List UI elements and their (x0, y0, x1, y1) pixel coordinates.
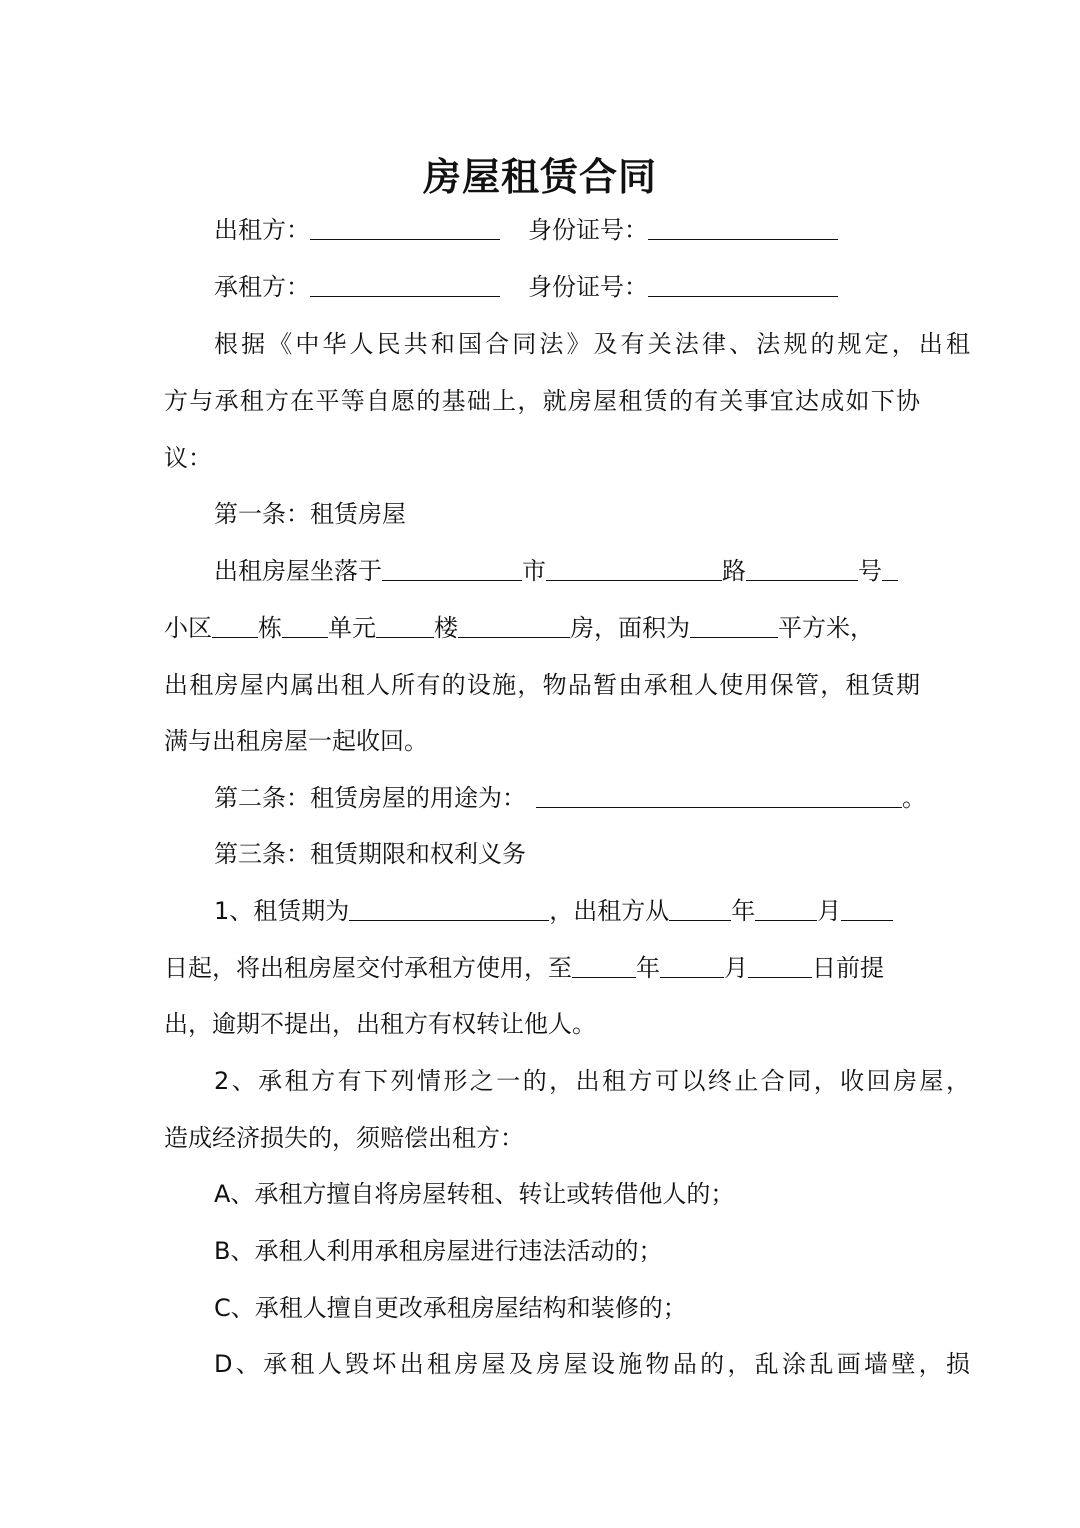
end-year-label: 年 (636, 954, 660, 982)
lease-term-blank[interactable] (349, 894, 549, 921)
item2-line-2: 造成经济损失的，须赔偿出租方： (164, 1124, 524, 1152)
clause-a: A、承租方擅自将房屋转租、转让或转借他人的； (214, 1180, 735, 1208)
city-label: 市 (522, 557, 546, 585)
start-month-blank[interactable] (755, 894, 817, 921)
article2-heading: 第二条：租赁房屋的用途为： (214, 784, 526, 812)
lessor-id-blank[interactable] (648, 213, 838, 240)
clause-d: D、承租人毁坏出租房屋及房屋设施物品的，乱涂乱画墙壁，损 (214, 1350, 970, 1378)
intro-line-2: 方与承租方在平等自愿的基础上，就房屋租赁的有关事宜达成如下协 (164, 387, 920, 415)
end-month-label: 月 (724, 954, 748, 982)
article2-line (164, 780, 970, 816)
lessor-label: 出租方： (214, 216, 310, 244)
item2-line-1: 2、承租方有下列情形之一的，出租方可以终止合同，收回房屋， (214, 1067, 970, 1095)
area-blank[interactable] (690, 611, 778, 638)
end-day-blank[interactable] (748, 951, 812, 978)
number-label: 号 (858, 557, 882, 585)
start-month-label: 月 (817, 897, 842, 925)
item1-from: ，出租方从 (549, 897, 670, 925)
district-label: 小区 (164, 614, 212, 642)
lessee-line (164, 269, 970, 305)
item1-line-3: 出，逾期不提出，出租方有权转让他人。 (164, 1010, 596, 1038)
lessee-label: 承租方： (214, 273, 310, 301)
item1-line-1 (164, 893, 970, 929)
district-blank[interactable] (212, 611, 258, 638)
trailing-blank[interactable] (882, 554, 898, 581)
clause-c: C、承租人擅自更改承租房屋结构和装修的； (214, 1294, 687, 1322)
item1-prefix: 1、租赁期为 (214, 897, 350, 925)
article1-heading: 第一条：租赁房屋 (214, 500, 406, 528)
article1-location-line (164, 553, 970, 589)
start-year-blank[interactable] (669, 894, 731, 921)
item1-line2-start: 日起，将出租房屋交付承租方使用，至 (164, 954, 572, 982)
lessee-id-label: 身份证号： (528, 273, 648, 301)
intro-line-3: 议： (164, 444, 212, 472)
city-blank[interactable] (382, 554, 522, 581)
clause-b: B、承租人利用承租房屋进行违法活动的； (214, 1237, 663, 1265)
article3-heading: 第三条：租赁期限和权利义务 (214, 840, 526, 868)
intro-line-1: 根据《中华人民共和国合同法》及有关法律、法规的规定，出租 (214, 330, 970, 358)
lessee-name-blank[interactable] (310, 270, 500, 297)
floor-blank[interactable] (458, 611, 570, 638)
article2-end: 。 (902, 784, 926, 812)
end-month-blank[interactable] (660, 951, 724, 978)
start-year-label: 年 (731, 897, 756, 925)
end-year-blank[interactable] (572, 951, 636, 978)
road-label: 路 (722, 557, 746, 585)
sqm-label: 平方米， (778, 614, 874, 642)
page-title: 房屋租赁合同 (422, 155, 657, 199)
lessee-id-blank[interactable] (648, 270, 838, 297)
item1-line-2 (164, 950, 920, 986)
lessor-id-label: 身份证号： (528, 216, 648, 244)
unit-label: 单元 (328, 614, 376, 642)
building-label: 栋 (258, 614, 282, 642)
item1-line2-end: 日前提 (812, 954, 884, 982)
lessor-line (164, 212, 970, 248)
building-blank[interactable] (282, 611, 328, 638)
road-blank[interactable] (546, 554, 722, 581)
unit-blank[interactable] (376, 611, 434, 638)
room-label: 房，面积为 (570, 614, 690, 642)
start-day-blank[interactable] (841, 894, 893, 921)
lessor-name-blank[interactable] (310, 213, 500, 240)
article1-line-3: 出租房屋内属出租人所有的设施，物品暂由承租人使用保管，租赁期 (164, 671, 920, 699)
article1-unit-line (164, 610, 920, 646)
number-blank[interactable] (746, 554, 858, 581)
floor-label: 楼 (434, 614, 458, 642)
article1-line-4: 满与出租房屋一起收回。 (164, 727, 428, 755)
usage-blank[interactable] (536, 781, 902, 808)
location-prefix: 出租房屋坐落于 (214, 557, 382, 585)
